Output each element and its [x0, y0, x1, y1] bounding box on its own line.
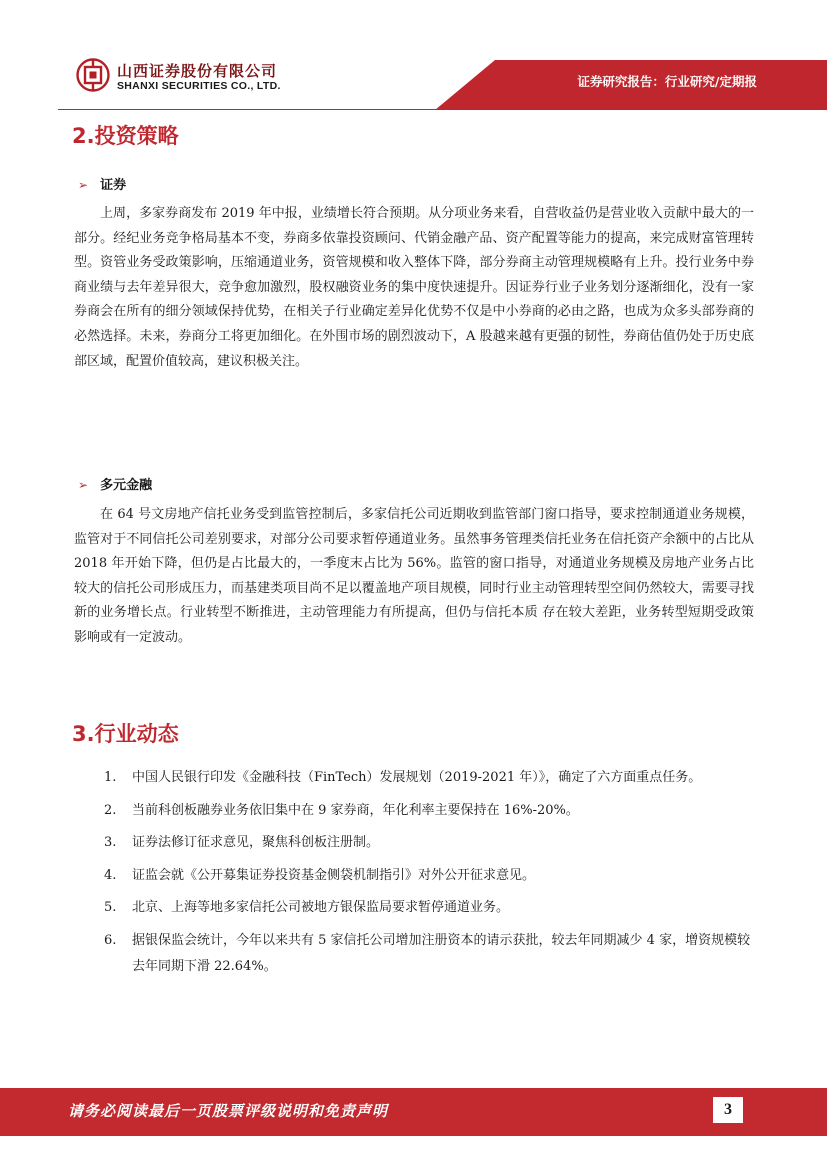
company-logo-icon — [76, 58, 110, 92]
list-item: 1. 中国人民银行印发《金融科技（FinTech）发展规划（2019-2021 年）》，确定了六方面重点任务。 — [104, 770, 702, 785]
subsection-diversified-finance — [78, 474, 152, 493]
company-name-cn: 山西证券股份有限公司 — [117, 62, 278, 80]
industry-news-list — [74, 765, 754, 986]
list-item: 5. 北京、上海等地多家信托公司被地方银保监局要求暂停通道业务。 — [104, 900, 510, 915]
section-title-strategy: 2.投资策略 — [72, 124, 179, 148]
page-header — [0, 0, 827, 110]
subsection-securities — [78, 174, 126, 193]
list-item: 2. 当前科创板融券业务依旧集中在 9 家券商，年化利率主要保持在 16%-20%。 — [104, 802, 579, 818]
arrow-bullet-icon: ➢ — [78, 478, 89, 492]
list-item: 4. 证监会就《公开募集证券投资基金侧袋机制指引》对外公开征求意见。 — [104, 867, 536, 883]
list-item: 3. 证券法修订征求意见，聚焦科创板注册制。 — [104, 835, 380, 850]
paragraph-securities: 上周，多家券商发布 2019 年中报，业绩增长符合预期。从分项业务来看，自营收益仍是营业收入贡献中最大的一部分。经纪业务竞争格局基本不变，券商多依靠投资顾问、代销金融产品、资产配置等能力的提高，来完成财富管理转型。资管业务受政策影响，压缩通道业务，资管规模和收入整体下降，部分券商主动管理规模略有上升。投行业务中券商业绩与去年差异很大，竞争愈加激烈，股权融资业务的集中度快速提升。因证券行业子业务划分逐渐细化，没有一家券商会在所有的细分领域保持优势，在相关子行业确定差异化优势不仅是中小券商的必由之路，也成为众多头部券商的必然选择。未来，券商分工将更加细化。在外围市场的剧烈波动下，A 股越来越有更强的韧性，券商估值仍处于历史底部区域，配置价值较高，建议积极关注。 — [74, 206, 754, 369]
company-name-en: SHANXI SECURITIES CO., LTD. — [117, 80, 281, 92]
list-item: 6. 据银保监会统计，今年以来共有 5 家信托公司增加注册资本的请示获批，较去年同期减少 4 家，增资规模较去年同期下滑 22.64%。 — [104, 932, 751, 974]
section-title-industry-news: 3.行业动态 — [72, 722, 179, 746]
subsection-title: 多元金融 — [100, 478, 153, 493]
subsection-title: 证券 — [100, 178, 127, 193]
paragraph-diversified-finance: 在 64 号文房地产信托业务受到监管控制后，多家信托公司近期收到监管部门窗口指导，要求控制通道业务规模，监管对于不同信托公司差别要求，对部分公司要求暂停通道业务。虽然事务管理类信托业务在信托资产余额中的占比从 2018 年开始下降，但仍是占比最大的，一季度末占比为 56%。监管的窗口指导，对通道业务规模及房地产业务占比较大的信托公司形成压力，而基建类项目尚不足以覆盖地产项目规模，同时行业主动管理转型空间仍然较大，需要寻找新的业务增长点。行业转型不断推进，主动管理能力有所提高，但仍与信托本质 存在较大差距，业务转型短期受政策影响或有一定波动。 — [74, 507, 754, 645]
page-number: 3 — [713, 1097, 743, 1123]
disclaimer-notice: 请务必阅读最后一页股票评级说明和免责声明 — [68, 1102, 389, 1120]
arrow-bullet-icon: ➢ — [78, 178, 89, 192]
header-band — [0, 0, 827, 110]
report-type-tag: 证券研究报告：行业研究/定期报 — [577, 74, 757, 89]
